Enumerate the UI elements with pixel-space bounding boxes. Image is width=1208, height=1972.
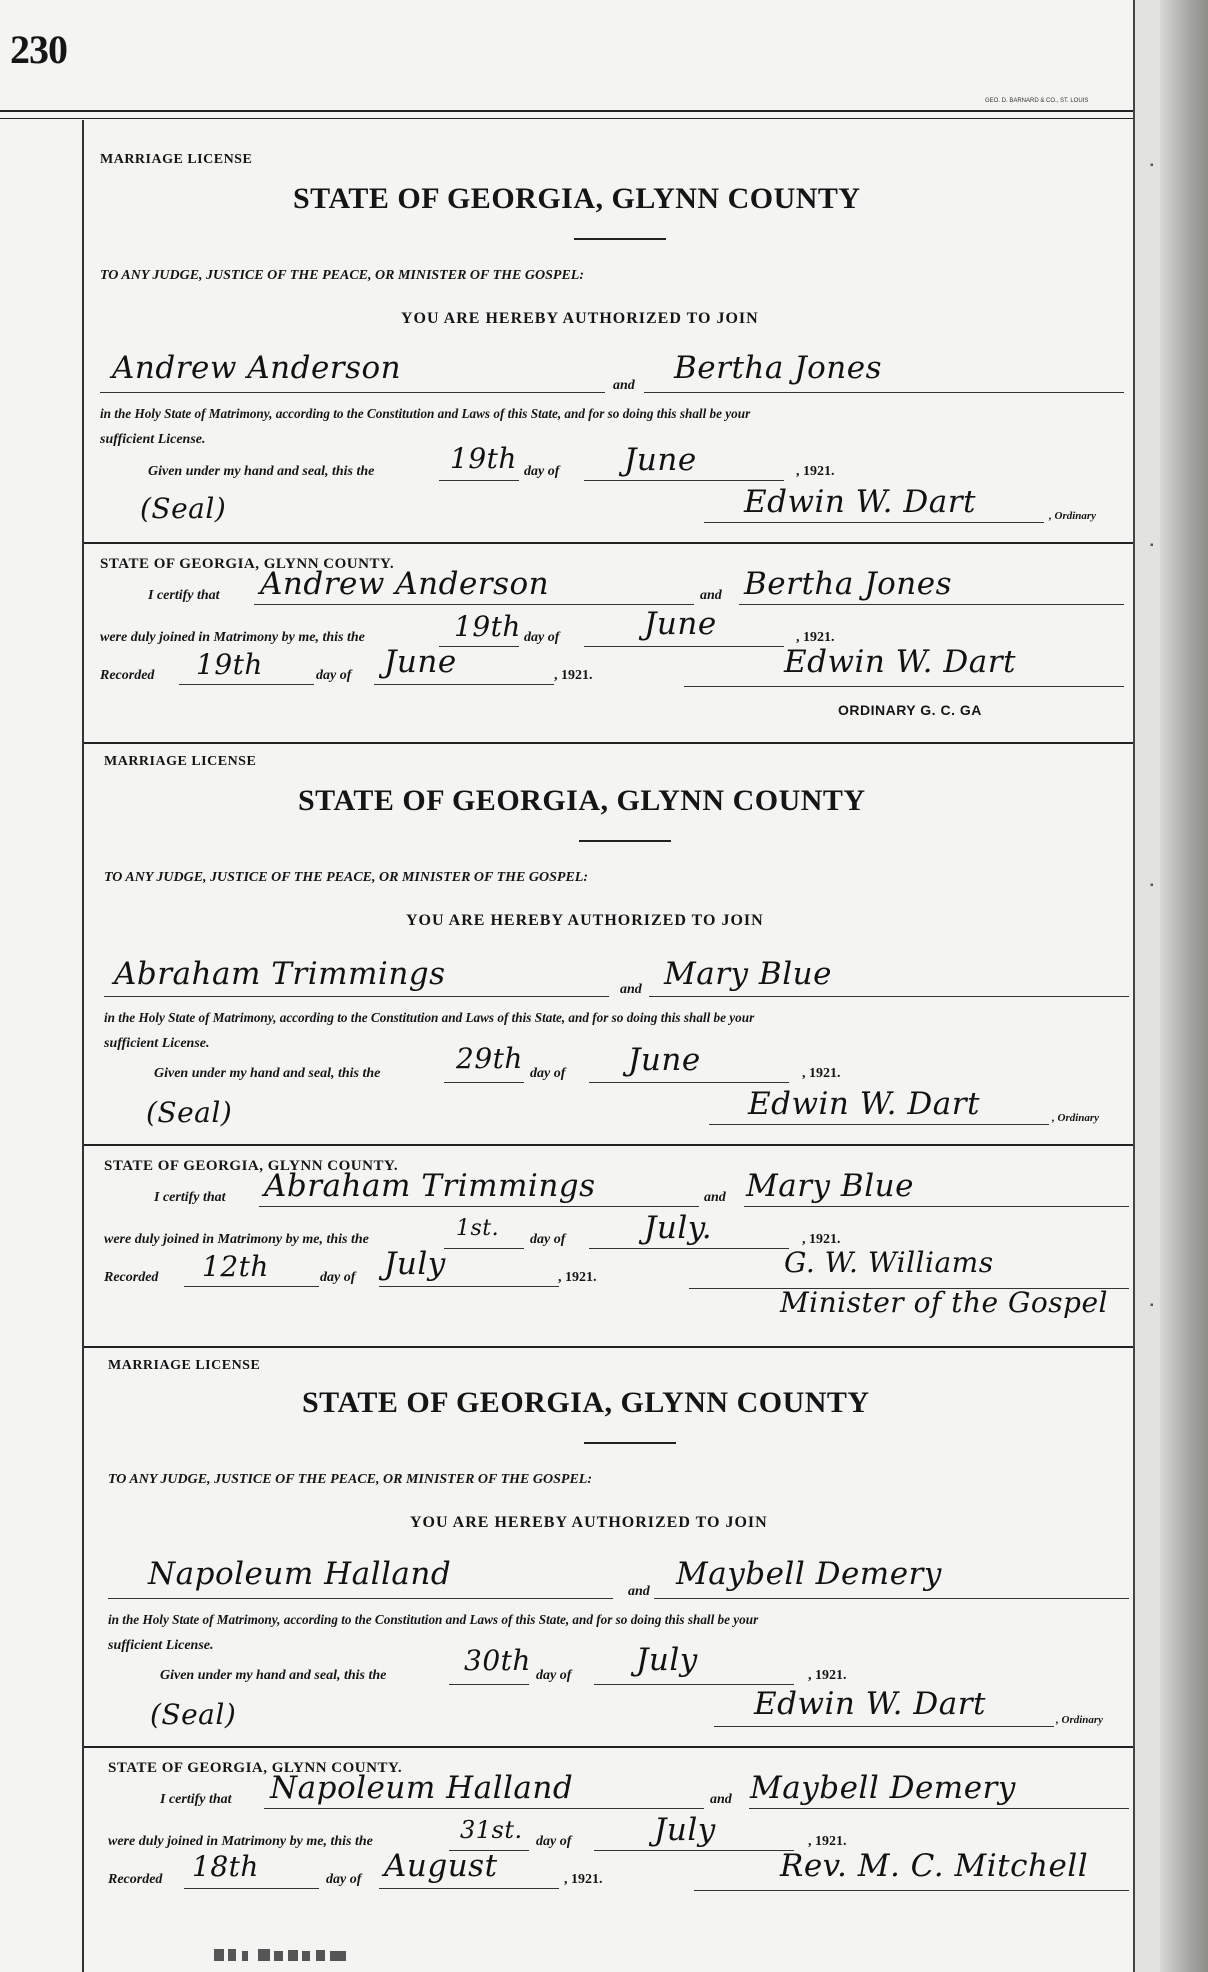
address-line: TO ANY JUDGE, JUSTICE OF THE PEACE, OR MINISTER OF THE GOSPEL:: [108, 1472, 592, 1487]
officiant-signature: Rev. M. C. Mitchell: [780, 1848, 1089, 1884]
recorded-month: July: [384, 1246, 446, 1282]
bride-line: [644, 392, 1124, 393]
joined-year: , 1921.: [808, 1834, 847, 1849]
officiant-signature: G. W. Williams: [784, 1246, 994, 1279]
cert-groom-name: Abraham Trimmings: [264, 1168, 596, 1204]
address-line: TO ANY JUDGE, JUSTICE OF THE PEACE, OR MINISTER OF THE GOSPEL:: [100, 268, 584, 283]
printer-mark: GEO. D. BARNARD & CO., ST. LOUIS: [985, 98, 1089, 104]
bride-line: [654, 1598, 1129, 1599]
state-title: STATE OF GEORGIA, GLYNN COUNTY: [302, 1386, 870, 1419]
and-word: and: [628, 1584, 650, 1599]
joined-prefix: were duly joined in Matrimony by me, this the: [108, 1834, 373, 1849]
recorded-day-of: day of: [320, 1270, 356, 1285]
joined-day-of: day of: [536, 1834, 572, 1849]
cert-groom-line: [264, 1808, 704, 1809]
given-year: , 1921.: [796, 464, 835, 479]
groom-line: [100, 392, 605, 393]
groom-name: Andrew Anderson: [112, 350, 402, 386]
joined-month: July: [654, 1812, 716, 1848]
cert-groom-line: [254, 604, 694, 605]
cert-and-word: and: [704, 1190, 726, 1205]
authorize-line: YOU ARE HEREBY AUTHORIZED TO JOIN: [406, 912, 764, 929]
recorded-year: , 1921.: [564, 1872, 603, 1887]
top-border-line: [0, 110, 1133, 112]
recorded-day-line: [184, 1888, 319, 1889]
given-month-line: [594, 1684, 794, 1685]
given-day: 19th: [450, 442, 517, 475]
joined-year: , 1921.: [796, 630, 835, 645]
given-year: , 1921.: [808, 1668, 847, 1683]
given-prefix: Given under my hand and seal, this the: [160, 1668, 387, 1683]
license-label: MARRIAGE LICENSE: [104, 754, 257, 769]
certificate-heading: STATE OF GEORGIA, GLYNN COUNTY.: [108, 1760, 403, 1776]
certificate-heading: STATE OF GEORGIA, GLYNN COUNTY.: [100, 556, 395, 572]
given-month: July: [636, 1642, 698, 1678]
page-number: 230: [10, 27, 67, 72]
given-day-of: day of: [524, 464, 560, 479]
certify-prefix: I certify that: [154, 1190, 226, 1205]
address-line: TO ANY JUDGE, JUSTICE OF THE PEACE, OR MINISTER OF THE GOSPEL:: [104, 870, 588, 885]
cert-bride-line: [744, 1206, 1129, 1207]
recorded-year: , 1921.: [554, 668, 593, 683]
recorded-day: 19th: [196, 648, 263, 681]
recorded-day-line: [184, 1286, 319, 1287]
ordinary-signature-line: [709, 1124, 1049, 1125]
cert-bride-line: [739, 604, 1124, 605]
joined-day: 31st.: [460, 1816, 523, 1844]
ordinary-label: , Ordinary: [1052, 1112, 1100, 1124]
license-certificate-divider: [84, 1746, 1133, 1748]
ordinary-label: , Ordinary: [1056, 1714, 1104, 1726]
ordinary-stamp: ORDINARY G. C. GA: [838, 702, 982, 718]
groom-name: Abraham Trimmings: [114, 956, 446, 992]
ordinary-signature-line: [714, 1726, 1054, 1727]
given-prefix: Given under my hand and seal, this the: [148, 464, 375, 479]
cert-bride-line: [749, 1808, 1129, 1809]
matrimony-text-2: sufficient License.: [100, 432, 206, 447]
cert-groom-name: Napoleum Halland: [270, 1770, 574, 1806]
given-day-line: [449, 1684, 529, 1685]
matrimony-text-1: in the Holy State of Matrimony, according to the Constitution and Laws of this State, and for so doing this shall be your: [108, 1612, 759, 1627]
license-label: MARRIAGE LICENSE: [100, 152, 253, 167]
given-day-of: day of: [536, 1668, 572, 1683]
given-day-of: day of: [530, 1066, 566, 1081]
marriage-record-2: [84, 720, 1133, 1340]
matrimony-text-1: in the Holy State of Matrimony, according to the Constitution and Laws of this State, and for so doing this shall be your: [100, 406, 751, 421]
authorize-line: YOU ARE HEREBY AUTHORIZED TO JOIN: [410, 1514, 768, 1531]
officiant-signature-line: [684, 686, 1124, 687]
joined-day-line: [444, 1248, 524, 1249]
groom-line: [104, 996, 609, 997]
bleed-through-stamp: [212, 1943, 352, 1969]
edge-mark: ▪: [1150, 880, 1154, 891]
given-day: 29th: [456, 1042, 523, 1075]
authorize-line: YOU ARE HEREBY AUTHORIZED TO JOIN: [401, 310, 759, 327]
recorded-month-line: [379, 1888, 559, 1889]
ordinary-label: , Ordinary: [1049, 510, 1097, 522]
edge-mark: ▪: [1150, 1300, 1154, 1311]
joined-month-line: [584, 646, 784, 647]
officiant-signature: Edwin W. Dart: [784, 644, 1017, 680]
license-certificate-divider: [84, 1144, 1133, 1146]
marriage-record-1: [84, 120, 1133, 740]
given-day-line: [444, 1082, 524, 1083]
joined-day-of: day of: [524, 630, 560, 645]
matrimony-text-2: sufficient License.: [108, 1638, 214, 1653]
recorded-prefix: Recorded: [104, 1270, 159, 1285]
recorded-prefix: Recorded: [100, 668, 155, 683]
recorded-day: 18th: [192, 1850, 259, 1883]
bride-name: Maybell Demery: [676, 1556, 942, 1592]
joined-prefix: were duly joined in Matrimony by me, this the: [100, 630, 365, 645]
seal-mark: (Seal): [150, 1698, 237, 1731]
ordinary-signature: Edwin W. Dart: [748, 1086, 981, 1122]
recorded-day-of: day of: [326, 1872, 362, 1887]
given-day-line: [439, 480, 519, 481]
recorded-month-line: [374, 684, 554, 685]
license-label: MARRIAGE LICENSE: [108, 1358, 261, 1373]
certificate-heading: STATE OF GEORGIA, GLYNN COUNTY.: [104, 1158, 399, 1174]
joined-day: 1st.: [456, 1216, 500, 1241]
joined-prefix: were duly joined in Matrimony by me, this the: [104, 1232, 369, 1247]
state-title: STATE OF GEORGIA, GLYNN COUNTY: [298, 784, 866, 817]
edge-mark: ▪: [1150, 540, 1154, 551]
matrimony-text-2: sufficient License.: [104, 1036, 210, 1051]
groom-name: Napoleum Halland: [148, 1556, 452, 1592]
recorded-month-line: [379, 1286, 559, 1287]
given-month-line: [589, 1082, 789, 1083]
joined-day: 19th: [454, 610, 521, 643]
certify-prefix: I certify that: [148, 588, 220, 603]
given-day: 30th: [464, 1644, 531, 1677]
recorded-prefix: Recorded: [108, 1872, 163, 1887]
joined-month: June: [644, 606, 717, 642]
marriage-record-3: [84, 1322, 1133, 1972]
given-month: June: [628, 1042, 701, 1078]
recorded-day: 12th: [202, 1250, 269, 1283]
given-month: June: [624, 442, 697, 478]
ordinary-signature-line: [704, 522, 1044, 523]
top-border-line-inner: [0, 118, 1133, 119]
officiant-signature-line: [694, 1890, 1129, 1891]
matrimony-text-1: in the Holy State of Matrimony, according to the Constitution and Laws of this State, and for so doing this shall be your: [104, 1010, 755, 1025]
state-title: STATE OF GEORGIA, GLYNN COUNTY: [293, 182, 861, 215]
license-certificate-divider: [84, 542, 1133, 544]
cert-and-word: and: [700, 588, 722, 603]
bride-name: Bertha Jones: [674, 350, 883, 386]
given-year: , 1921.: [802, 1066, 841, 1081]
and-word: and: [620, 982, 642, 997]
bride-line: [649, 996, 1129, 997]
groom-line: [108, 1598, 613, 1599]
edge-mark: ▪: [1150, 160, 1154, 171]
ordinary-signature: Edwin W. Dart: [744, 484, 977, 520]
cert-bride-name: Maybell Demery: [750, 1770, 1016, 1806]
joined-month-line: [594, 1850, 794, 1851]
recorded-year: , 1921.: [558, 1270, 597, 1285]
title-rule: [574, 238, 666, 240]
recorded-month: August: [384, 1848, 498, 1884]
and-word: and: [613, 378, 635, 393]
given-month-line: [584, 480, 784, 481]
cert-bride-name: Bertha Jones: [744, 566, 953, 602]
title-rule: [579, 840, 671, 842]
certify-prefix: I certify that: [160, 1792, 232, 1807]
joined-day-of: day of: [530, 1232, 566, 1247]
cert-groom-line: [259, 1206, 699, 1207]
right-margin-rule: [1133, 0, 1135, 1972]
cert-bride-name: Mary Blue: [746, 1168, 914, 1204]
seal-mark: (Seal): [146, 1096, 233, 1129]
joined-month: July.: [644, 1210, 713, 1246]
bride-name: Mary Blue: [664, 956, 832, 992]
title-rule: [584, 1442, 676, 1444]
joined-year: , 1921.: [802, 1232, 841, 1247]
ordinary-signature: Edwin W. Dart: [754, 1686, 987, 1722]
cert-and-word: and: [710, 1792, 732, 1807]
officiant-title: Minister of the Gospel: [780, 1286, 1109, 1319]
recorded-day-of: day of: [316, 668, 352, 683]
cert-groom-name: Andrew Anderson: [260, 566, 550, 602]
seal-mark: (Seal): [140, 492, 227, 525]
recorded-day-line: [179, 684, 314, 685]
joined-month-line: [589, 1248, 789, 1249]
adjacent-page-edge: [1160, 0, 1208, 1972]
given-prefix: Given under my hand and seal, this the: [154, 1066, 381, 1081]
recorded-month: June: [384, 644, 457, 680]
